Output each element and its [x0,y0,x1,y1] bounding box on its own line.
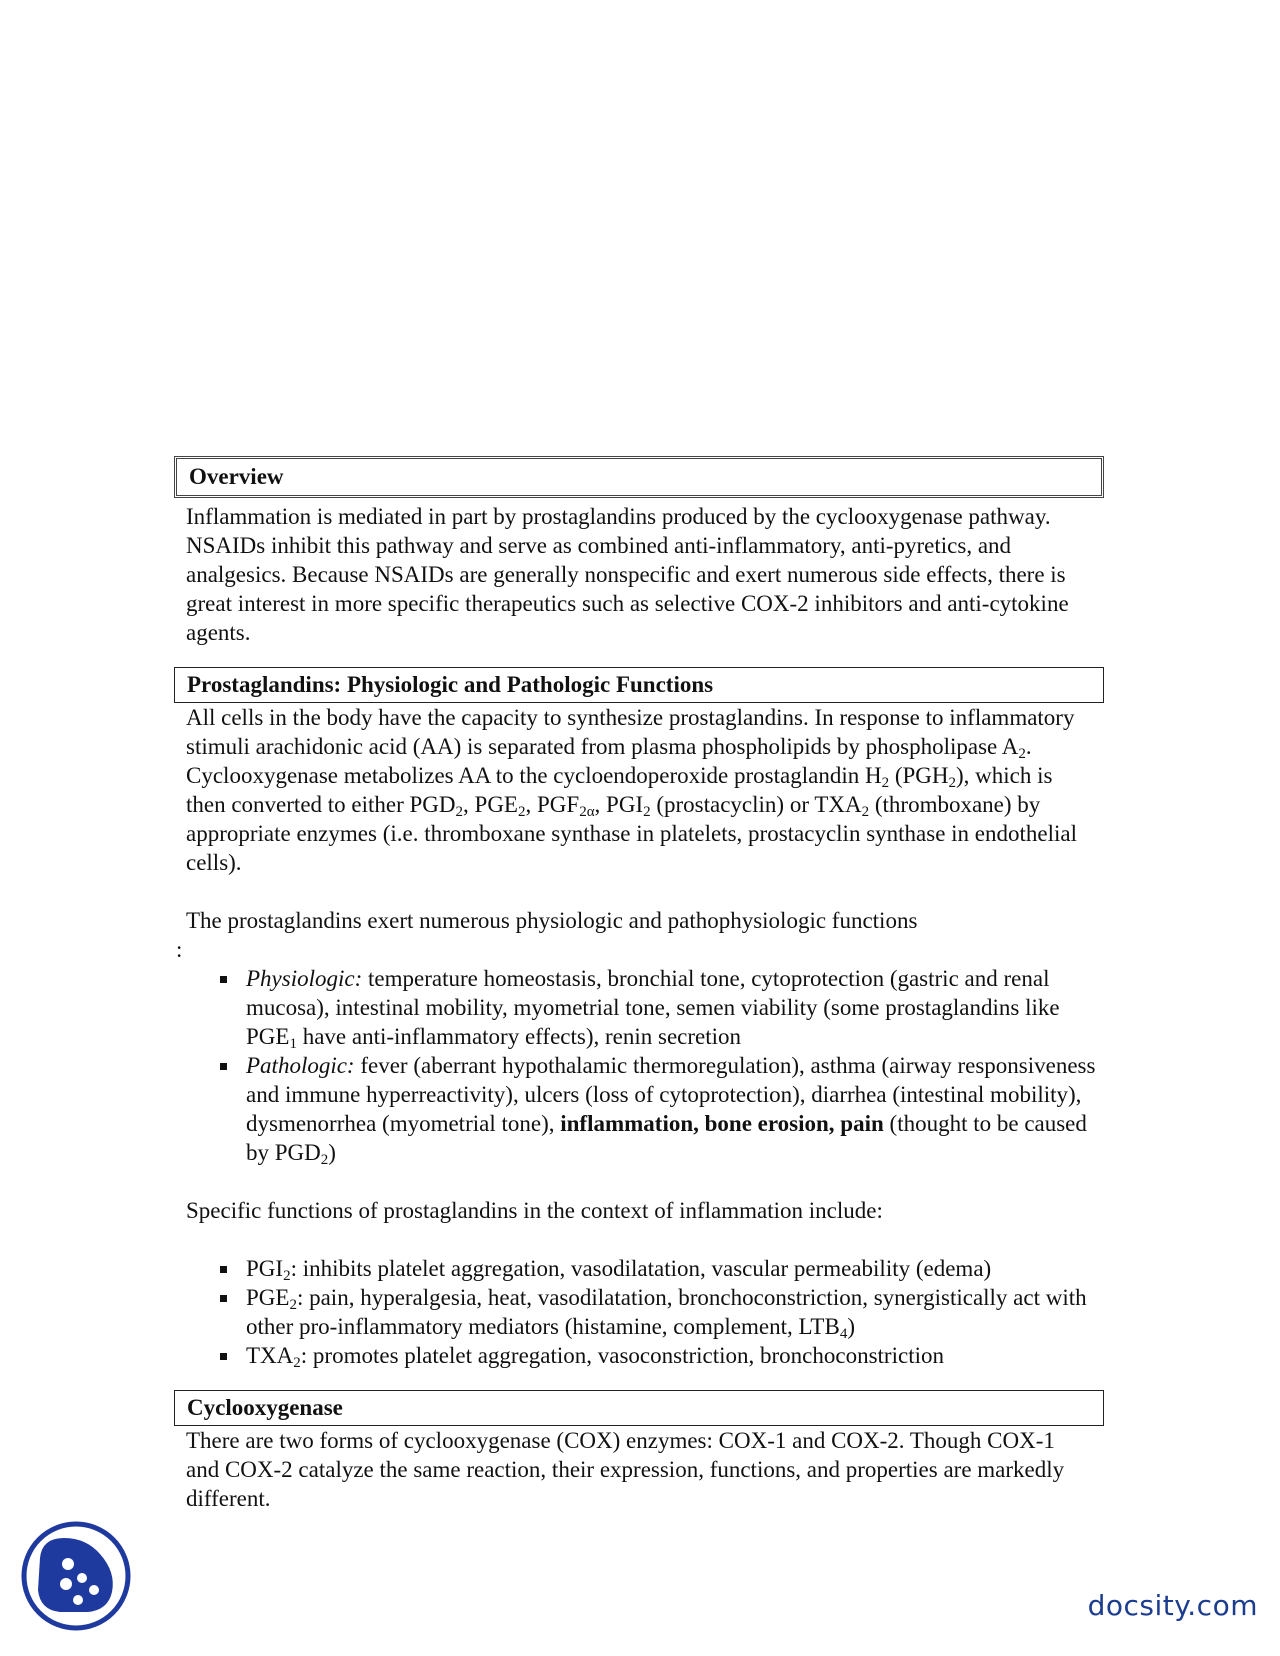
overview-paragraph: Inflammation is mediated in part by prostaglandins produced by the cyclooxygenase pathway. NSAIDs inhibit this pathway and serve as combined anti-inflammatory, anti-pyretics, and analgesics. Because NSAIDs are generally nonspecific and exert numerous side effects, there is great interest in more specific therapeutics such as selective COX-2 inhibitors and anti-cytokine agents. [186,504,1069,645]
list-item-pathologic: Pathologic: fever (aberrant hypothalamic thermoregulation), asthma (airway responsiveness and immune hyperreactivity), ulcers (loss of cytoprotection), diarrhea (intestinal mobility), dysmenorrhea (myometrial tone), inflammation, bone erosion, pain (thought to be caused by $PGD_2$) [214,1051,1104,1167]
document-content [174,456,1104,1513]
functions-list [174,964,1104,1167]
inflammation-functions-list [174,1254,1104,1370]
cyclooxygenase-heading: Cyclooxygenase [174,1390,1104,1426]
docsity-logo-icon[interactable] [20,1520,132,1632]
inflammation-functions-intro: Specific functions of prostaglandins in the context of inflammation include: [186,1198,883,1223]
docsity-brand-link[interactable]: docsity.com [1087,1589,1258,1622]
overview-heading: Overview [174,456,1104,498]
functions-intro-paragraph: The prostaglandins exert numerous physiologic and pathophysiologic functions [186,908,918,933]
cyclooxygenase-paragraph: There are two forms of cyclooxygenase (COX) enzymes: COX-1 and COX-2. Though COX-1 and COX-2 catalyze the same reaction, their expression, functions, and properties are markedly different. [186,1428,1065,1511]
list-item-pgi2: $PGI_2$: inhibits platelet aggregation, vasodilatation, vascular permeability (edema) [214,1254,1104,1283]
prostaglandins-heading: Prostaglandins: Physiologic and Pathologic Functions [174,667,1104,703]
list-item-pge2: $PGE_2$: pain, hyperalgesia, heat, vasodilatation, bronchoconstriction, synergistically act with other pro-inflammatory mediators (histamine, complement, $LTB_4$) [214,1283,1104,1341]
list-item-txa2: $TXA_2$: promotes platelet aggregation, vasoconstriction, bronchoconstriction [214,1341,1104,1370]
functions-intro-colon: : [176,937,183,962]
list-item-physiologic: Physiologic: temperature homeostasis, bronchial tone, cytoprotection (gastric and renal mucosa), intestinal mobility, myometrial tone, semen viability (some prostaglandins like $PGE_1$ have anti-inflammatory effects), renin secretion [214,964,1104,1051]
prostaglandins-synthesis-paragraph: All cells in the body have the capacity to synthesize prostaglandins. In response to inflammatory stimuli arachidonic acid (AA) is separated from plasma phospholipids by phospholipase $A_2$. Cyclooxygenase metabolizes AA to the cycloendoperoxide prostaglandin $H_2$ $(PGH_2)$, which is then converted to either $PGD_2$, $PGE_2$, $PGF_{2\alpha}$, $PGI_2$ (prostacyclin) or $TXA_2$ (thromboxane) by appropriate enzymes (i.e. thromboxane synthase in platelets, prostacyclin synthase in endothelial cells). [186,705,1077,875]
